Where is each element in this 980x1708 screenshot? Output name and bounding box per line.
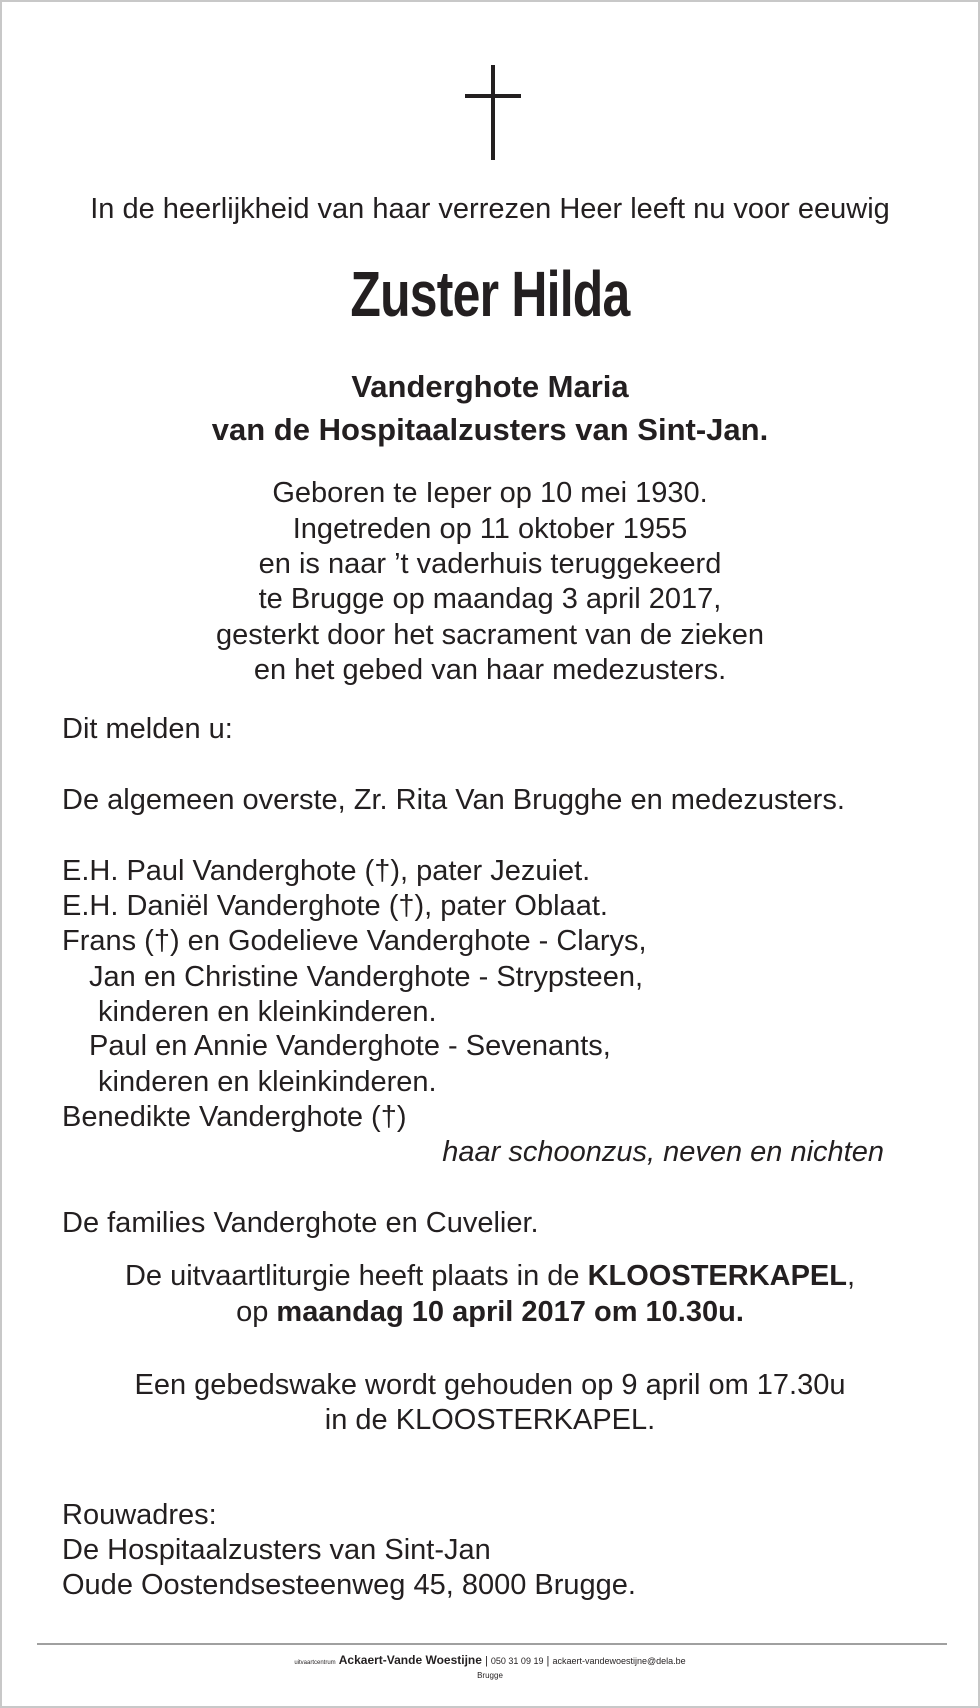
cross-icon-bar: [465, 94, 521, 98]
family-line: Jan en Christine Vanderghote - Strypsteen,: [89, 961, 644, 993]
bio-line: Ingetreden op 11 oktober 1955: [292, 513, 688, 545]
bio-line: Geboren te Ieper op 10 mei 1930.: [272, 477, 708, 509]
cross-icon: [491, 65, 495, 160]
family-line: Frans (†) en Godelieve Vanderghote - Clarys,: [62, 925, 647, 957]
superior-text: De algemeen overste, Zr. Rita Van Brugghe en medezusters.: [62, 784, 845, 816]
address-label: Rouwadres:: [62, 1499, 217, 1531]
family-line: E.H. Paul Vanderghote (†), pater Jezuiet.: [62, 855, 591, 887]
civil-name: Vanderghote Maria: [351, 369, 629, 404]
vigil-line: in de KLOOSTERKAPEL.: [324, 1404, 656, 1436]
bio-line: gesterkt door het sacrament van de zieken: [215, 619, 765, 651]
funeral-line-1: De uitvaartliturgie heeft plaats in de KLOOSTERKAPEL,: [124, 1260, 856, 1292]
footer-funeral-home: uitvaartcentrum Ackaert-Vande Woestijne | 050 31 09 19 | ackaert-vandewoestijne@dela.be: [294, 1653, 686, 1667]
footer-divider: [37, 1643, 947, 1645]
family-line: Paul en Annie Vanderghote - Sevenants,: [89, 1030, 611, 1062]
family-line: kinderen en kleinkinderen.: [98, 996, 437, 1028]
family-line: Benedikte Vanderghote (†): [62, 1101, 407, 1133]
congregation: van de Hospitaalzusters van Sint-Jan.: [211, 412, 769, 447]
bio-line: en is naar ’t vaderhuis teruggekeerd: [258, 548, 722, 580]
funeral-line-2: op maandag 10 april 2017 om 10.30u.: [236, 1296, 744, 1328]
family-note: haar schoonzus, neven en nichten: [442, 1136, 884, 1168]
announce-text: Dit melden u:: [62, 713, 233, 745]
bio-line: en het gebed van haar medezusters.: [253, 654, 727, 686]
deceased-name: Zuster Hilda: [350, 258, 630, 330]
families-text: De families Vanderghote en Cuvelier.: [62, 1207, 539, 1239]
bio-line: te Brugge op maandag 3 april 2017,: [258, 583, 722, 615]
intro-text: In de heerlijkheid van haar verrezen Heer leeft nu voor eeuwig: [90, 193, 890, 225]
address-line: De Hospitaalzusters van Sint-Jan: [62, 1534, 491, 1566]
footer-city: Brugge: [477, 1671, 503, 1680]
vigil-line: Een gebedswake wordt gehouden op 9 april om 17.30u: [134, 1369, 846, 1401]
family-line: E.H. Daniël Vanderghote (†), pater Oblaat.: [62, 890, 608, 922]
address-line: Oude Oostendsesteenweg 45, 8000 Brugge.: [62, 1569, 636, 1601]
family-line: kinderen en kleinkinderen.: [98, 1066, 437, 1098]
